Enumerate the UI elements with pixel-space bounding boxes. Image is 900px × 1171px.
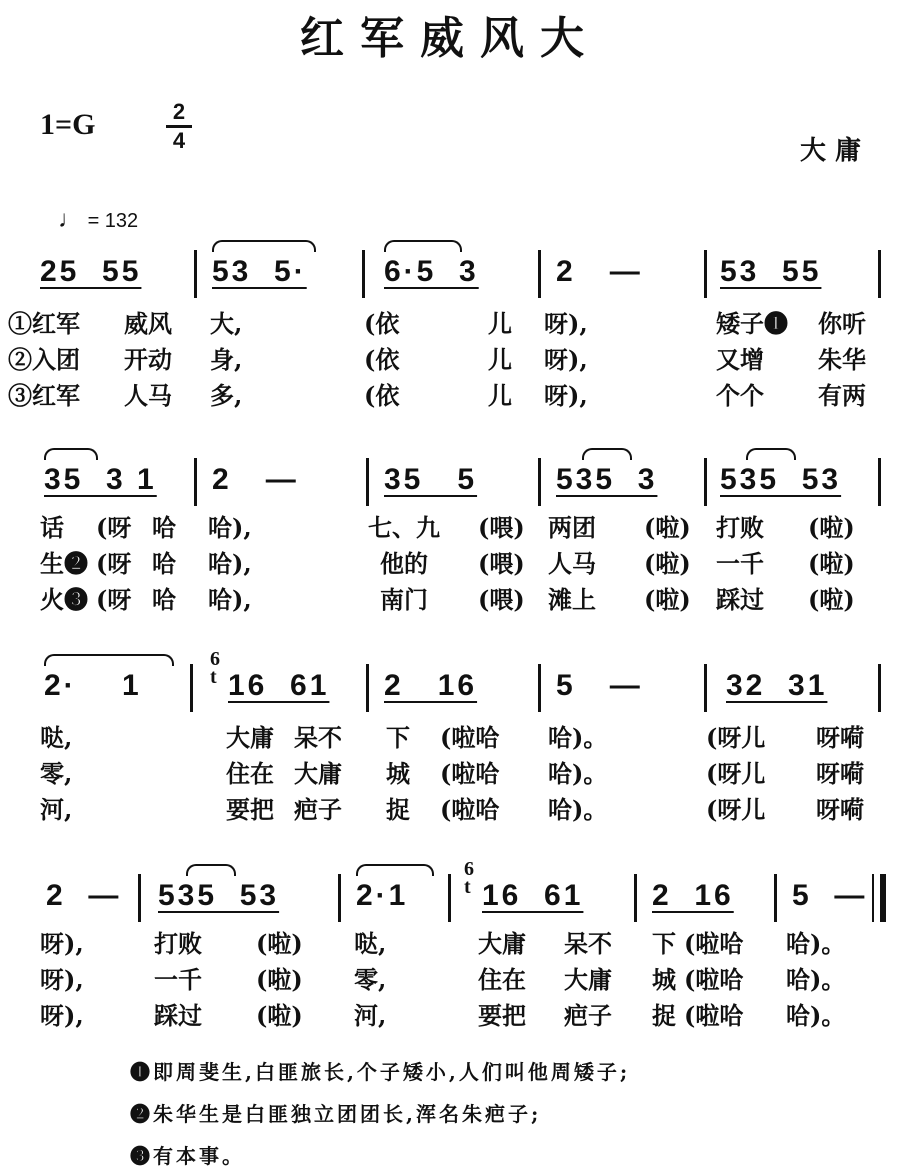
lyric: 哒, xyxy=(40,723,73,752)
lyric: 两团 xyxy=(548,513,596,542)
staff-system-1 xyxy=(0,250,900,294)
time-signature-bottom: 4 xyxy=(172,128,186,153)
quarter-note-icon: ♩ xyxy=(58,206,82,233)
lyric-line xyxy=(0,510,900,546)
lyric: 下 xyxy=(652,929,676,958)
lyric: 哈), xyxy=(208,585,252,614)
lyric: (啦哈 xyxy=(684,965,744,994)
lyric: 河, xyxy=(40,795,73,824)
region-label: 大 庸 xyxy=(800,136,862,166)
key-change-bottom: t xyxy=(210,666,217,688)
lyric: 话 xyxy=(40,513,64,542)
lyric: 有两 xyxy=(818,381,866,410)
lyric: 呀), xyxy=(40,1001,84,1030)
measure: 32 31 xyxy=(726,669,828,702)
lyric: 住在 xyxy=(226,759,274,788)
lyric: 大庸 xyxy=(226,723,274,752)
lyric: 要把 xyxy=(226,795,274,824)
lyric-line xyxy=(0,926,900,962)
tempo-marking xyxy=(58,206,138,234)
lyric-line xyxy=(0,720,900,756)
lyric: 南门 xyxy=(380,585,428,614)
lyric: 捉 xyxy=(386,795,410,824)
lyric: 哈)。 xyxy=(548,795,608,824)
lyric: 呀), xyxy=(40,929,84,958)
lyric: (依 xyxy=(364,345,400,374)
footnote: ❸有本事。 xyxy=(130,1144,245,1168)
lyric: (呀 xyxy=(96,549,132,578)
measure: 2 — xyxy=(46,879,122,912)
lyric: 哈)。 xyxy=(786,1001,846,1030)
lyric: 哒, xyxy=(354,929,387,958)
lyric: 他的 xyxy=(380,549,428,578)
lyric: 个个 xyxy=(716,381,764,410)
lyric: 零, xyxy=(354,965,387,994)
measure: 535 53 xyxy=(158,879,280,912)
staff-system-2 xyxy=(0,458,900,502)
measure: 6·5 3 xyxy=(384,255,479,288)
lyric: 哈), xyxy=(208,549,252,578)
lyric: (啦) xyxy=(256,929,303,958)
lyric: 打败 xyxy=(154,929,202,958)
lyric: 人马 xyxy=(548,549,596,578)
lyric: 呀), xyxy=(544,309,588,338)
lyric: 打败 xyxy=(716,513,764,542)
lyric: 要把 xyxy=(478,1001,526,1030)
lyric: (啦哈 xyxy=(440,759,500,788)
lyric: 大庸 xyxy=(564,965,612,994)
measure: 16 61 xyxy=(228,669,330,702)
lyric: 开动 xyxy=(124,345,172,374)
lyric: 你听 xyxy=(818,309,866,338)
lyric: 哈)。 xyxy=(548,759,608,788)
lyric: (依 xyxy=(364,381,400,410)
key-change-top: 6 xyxy=(210,648,220,670)
lyric: 一千 xyxy=(154,965,202,994)
measure: 2 16 xyxy=(384,669,478,702)
lyric: 呀), xyxy=(544,381,588,410)
lyric: (啦哈 xyxy=(684,929,744,958)
lyric: 朱华 xyxy=(818,345,866,374)
lyric: (依 xyxy=(364,309,400,338)
lyric-line xyxy=(0,582,900,618)
lyric: (啦) xyxy=(256,965,303,994)
lyric: 哈), xyxy=(208,513,252,542)
lyric: 呀嗬 xyxy=(816,723,864,752)
lyric: (啦哈 xyxy=(440,795,500,824)
key-change-top: 6 xyxy=(464,858,474,880)
lyric: 多, xyxy=(210,381,243,410)
lyric: (啦) xyxy=(808,549,855,578)
lyric: (啦) xyxy=(808,585,855,614)
lyric-line xyxy=(0,306,900,342)
lyric: 哈)。 xyxy=(786,965,846,994)
lyric: 呀), xyxy=(544,345,588,374)
lyric: 呆不 xyxy=(564,929,612,958)
lyric: ③红军 xyxy=(8,381,80,410)
lyric: 呀), xyxy=(40,965,84,994)
lyric: 大, xyxy=(210,309,243,338)
lyric: 零, xyxy=(40,759,73,788)
lyric: (呀 xyxy=(96,513,132,542)
lyric: 呆不 xyxy=(294,723,342,752)
lyric: (啦) xyxy=(644,513,691,542)
measure: 5 — xyxy=(556,669,643,702)
lyric: 威风 xyxy=(124,309,172,338)
measure: 5 — xyxy=(792,879,868,912)
footnote: ❶即周斐生,白匪旅长,个子矮小,人们叫他周矮子; xyxy=(130,1060,631,1084)
lyric: 呀嗬 xyxy=(816,795,864,824)
lyric-line xyxy=(0,756,900,792)
footnote: ❷朱华生是白匪独立团团长,浑名朱疤子; xyxy=(130,1102,542,1126)
lyric: (呀儿 xyxy=(706,759,766,788)
lyric: (呀儿 xyxy=(706,795,766,824)
measure: 2·1 xyxy=(356,879,409,912)
lyric: 踩过 xyxy=(716,585,764,614)
lyric: (呀儿 xyxy=(706,723,766,752)
lyric: 住在 xyxy=(478,965,526,994)
tempo-value: = 132 xyxy=(87,210,139,232)
lyric: 身, xyxy=(210,345,243,374)
lyric-line xyxy=(0,792,900,828)
lyric: 儿 xyxy=(488,309,512,338)
lyric: 疤子 xyxy=(564,1001,612,1030)
staff-system-4 xyxy=(0,858,900,918)
lyric: 哈 xyxy=(152,549,176,578)
lyric-line xyxy=(0,378,900,414)
key-change-mark xyxy=(464,860,474,896)
measure: 2 — xyxy=(556,255,643,288)
lyric: 火❸ xyxy=(40,585,88,614)
lyric: 城 xyxy=(652,965,676,994)
lyric: 矮子❶ xyxy=(716,309,788,338)
lyric: 踩过 xyxy=(154,1001,202,1030)
lyric-line xyxy=(0,546,900,582)
measure: 25 55 xyxy=(40,255,142,288)
lyric-line xyxy=(0,962,900,998)
measure: 535 53 xyxy=(720,463,842,496)
lyric: (喂) xyxy=(478,513,525,542)
measure: 2 16 xyxy=(652,879,734,912)
measure: 2 — xyxy=(212,463,299,496)
lyric: 一千 xyxy=(716,549,764,578)
lyric: 城 xyxy=(386,759,410,788)
lyric: 大庸 xyxy=(294,759,342,788)
lyric: 生❷ xyxy=(40,549,88,578)
lyric: (啦) xyxy=(808,513,855,542)
lyric: ②入团 xyxy=(8,345,80,374)
lyric: 哈 xyxy=(152,513,176,542)
song-title: 红军威风大 xyxy=(300,13,600,64)
lyric: (啦哈 xyxy=(684,1001,744,1030)
lyric: (喂) xyxy=(478,585,525,614)
lyric: 儿 xyxy=(488,345,512,374)
lyric-line xyxy=(0,342,900,378)
lyric: 滩上 xyxy=(548,585,596,614)
measure: 535 3 xyxy=(556,463,658,496)
measure: 16 61 xyxy=(482,879,584,912)
key-change-bottom: t xyxy=(464,876,471,898)
lyric: (呀 xyxy=(96,585,132,614)
lyric: 下 xyxy=(386,723,410,752)
time-signature xyxy=(166,100,192,153)
lyric: (啦哈 xyxy=(440,723,500,752)
measure: 35 3 1 xyxy=(44,463,157,496)
lyric: (啦) xyxy=(256,1001,303,1030)
key-signature: 1=G xyxy=(40,108,96,141)
staff-system-3 xyxy=(0,648,900,708)
lyric: 七、九 xyxy=(368,513,440,542)
time-signature-top: 2 xyxy=(172,99,186,124)
lyric: 哈 xyxy=(152,585,176,614)
lyric: (喂) xyxy=(478,549,525,578)
lyric: 大庸 xyxy=(478,929,526,958)
lyric: ①红军 xyxy=(8,309,80,338)
measure: 53 55 xyxy=(720,255,822,288)
lyric: 哈)。 xyxy=(548,723,608,752)
lyric: 河, xyxy=(354,1001,387,1030)
lyric: (啦) xyxy=(644,549,691,578)
lyric: 疤子 xyxy=(294,795,342,824)
lyric: 又增 xyxy=(716,345,764,374)
measure: 35 5 xyxy=(384,463,478,496)
lyric: 人马 xyxy=(124,381,172,410)
measure: 2· 1 xyxy=(44,669,142,702)
lyric: 儿 xyxy=(488,381,512,410)
key-change-mark xyxy=(210,650,220,686)
lyric: 哈)。 xyxy=(786,929,846,958)
lyric: 呀嗬 xyxy=(816,759,864,788)
measure: 53 5· xyxy=(212,255,307,288)
lyric: 捉 xyxy=(652,1001,676,1030)
lyric-line xyxy=(0,998,900,1034)
lyric: (啦) xyxy=(644,585,691,614)
